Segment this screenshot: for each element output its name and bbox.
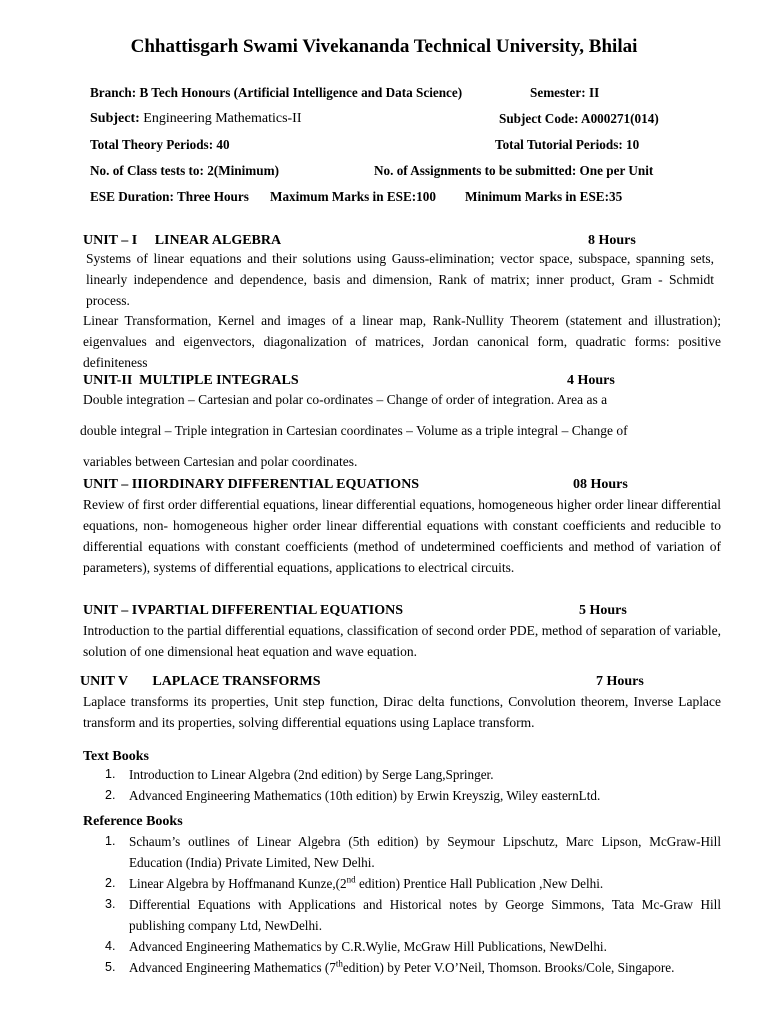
book-title: Introduction to Linear Algebra (2nd edition) by Serge Lang,Springer.	[129, 767, 494, 782]
list-item	[83, 831, 721, 873]
assignments: No. of Assignments to be submitted: One per Unit	[374, 163, 654, 178]
unit-3-hours: 08 Hours	[573, 477, 628, 492]
list-item	[83, 764, 721, 785]
unit-4-title: UNIT – IVPARTIAL DIFFERENTIAL EQUATIONS	[83, 603, 404, 618]
unit-5-title: UNIT V LAPLACE TRANSFORMS	[80, 674, 321, 689]
list-item	[83, 936, 721, 957]
subject-name: Engineering Mathematics-II	[143, 111, 302, 126]
unit-2-hours: 4 Hours	[567, 373, 615, 388]
theory-periods: Total Theory Periods: 40	[90, 137, 230, 152]
unit-5-paragraph: Laplace transforms its properties, Unit step function, Dirac delta functions, Convolution theorem, Inverse Laplace transform and its properties, solving differential equations using Laplace transform.	[83, 694, 721, 730]
list-item	[83, 785, 721, 806]
list-number: 2.	[105, 876, 116, 890]
reference-books-list	[83, 831, 721, 978]
subject-label: Subject:	[90, 111, 144, 126]
semester-text: Semester: II	[530, 85, 600, 100]
branch-text: Branch: B Tech Honours (Artificial Intelligence and Data Science)	[90, 85, 463, 100]
list-item	[83, 873, 721, 894]
unit-5-hours: 7 Hours	[596, 674, 644, 689]
book-title-pre: Advanced Engineering Mathematics (7	[129, 960, 336, 975]
reference-books-heading: Reference Books	[83, 814, 183, 829]
subject-code: Subject Code: A000271(014)	[499, 111, 659, 126]
book-title: Schaum’s outlines of Linear Algebra (5th edition) by Seymour Lipschutz, Marc Lipson, McGraw-Hill Education (India) Private Limited, New Delhi.	[129, 834, 721, 870]
list-number: 3.	[105, 897, 116, 911]
text-books-list	[83, 764, 721, 806]
unit-1-paragraph-2: Linear Transformation, Kernel and images of a linear map, Rank-Nullity Theorem (statement and illustration); eigenvalues and eigenvectors, diagonalization of matrices, Jordan canonical form, quadratic forms: positive definiteness	[83, 313, 721, 370]
list-number: 1.	[105, 834, 116, 848]
unit-4-paragraph: Introduction to the partial differential equations, classification of second order PDE, method of separation of variable, solution of one dimensional heat equation and wave equation.	[83, 623, 721, 659]
subject-text	[90, 111, 302, 127]
book-title-pre: Linear Algebra by Hoffmanand Kunze,(2	[129, 876, 347, 891]
university-title: Chhattisgarh Swami Vivekananda Technical University, Bhilai	[130, 36, 638, 57]
list-number: 4.	[105, 939, 116, 953]
unit-4-hours: 5 Hours	[579, 603, 627, 618]
ese-duration: ESE Duration: Three Hours	[90, 189, 249, 204]
unit-1-paragraph-1: Systems of linear equations and their solutions using Gauss-elimination; vector space, subspace, spanning sets, linearly independence and dependence, basis and dimension, Rank of matrix; inner product, Gram - Schmidt process.	[86, 251, 714, 308]
unit-3-title: UNIT – IIIORDINARY DIFFERENTIAL EQUATIONS	[83, 477, 420, 492]
unit-1-hours: 8 Hours	[588, 233, 636, 248]
list-number: 2.	[105, 788, 116, 802]
class-tests: No. of Class tests to: 2(Minimum)	[90, 163, 279, 178]
list-number: 5.	[105, 960, 116, 974]
min-marks: Minimum Marks in ESE:35	[465, 189, 623, 204]
book-title-post: edition) by Peter V.O’Neil, Thomson. Brooks/Cole, Singapore.	[342, 960, 675, 975]
superscript: nd	[346, 874, 356, 885]
book-title: Advanced Engineering Mathematics by C.R.Wylie, McGraw Hill Publications, NewDelhi.	[129, 939, 607, 954]
unit-2-line-2: double integral – Triple integration in Cartesian coordinates – Volume as a triple integral – Change of	[80, 423, 628, 438]
book-title-post: edition) Prentice Hall Publication ,New Delhi.	[355, 876, 604, 891]
unit-1-title: UNIT – I LINEAR ALGEBRA	[83, 233, 282, 248]
unit-3-paragraph: Review of first order differential equations, linear differential equations, homogeneous higher order linear differential equations, non- homogeneous higher order linear differential equations with constant coefficients and reducible to differential equations with constant coefficients (method of undetermined coefficients and method of variation of parameters), systems of differential equations, applications to electrical circuits.	[83, 497, 721, 575]
list-item	[83, 957, 721, 978]
list-item	[83, 894, 721, 936]
book-title: Advanced Engineering Mathematics (10th edition) by Erwin Kreyszig, Wiley easternLtd.	[129, 788, 601, 803]
unit-2-line-1: Double integration – Cartesian and polar co-ordinates – Change of order of integration. Area as a	[83, 392, 608, 407]
superscript: th	[335, 958, 343, 969]
book-title: Differential Equations with Applications and Historical notes by George Simmons, Tata Mc-Graw Hill publishing company Ltd, NewDelhi.	[129, 897, 721, 933]
tutorial-periods: Total Tutorial Periods: 10	[495, 137, 640, 152]
list-number: 1.	[105, 767, 116, 781]
unit-2-line-3: variables between Cartesian and polar coordinates.	[83, 454, 358, 469]
max-marks: Maximum Marks in ESE:100	[270, 189, 436, 204]
unit-2-title: UNIT-II MULTIPLE INTEGRALS	[83, 373, 299, 388]
text-books-heading: Text Books	[83, 749, 150, 764]
